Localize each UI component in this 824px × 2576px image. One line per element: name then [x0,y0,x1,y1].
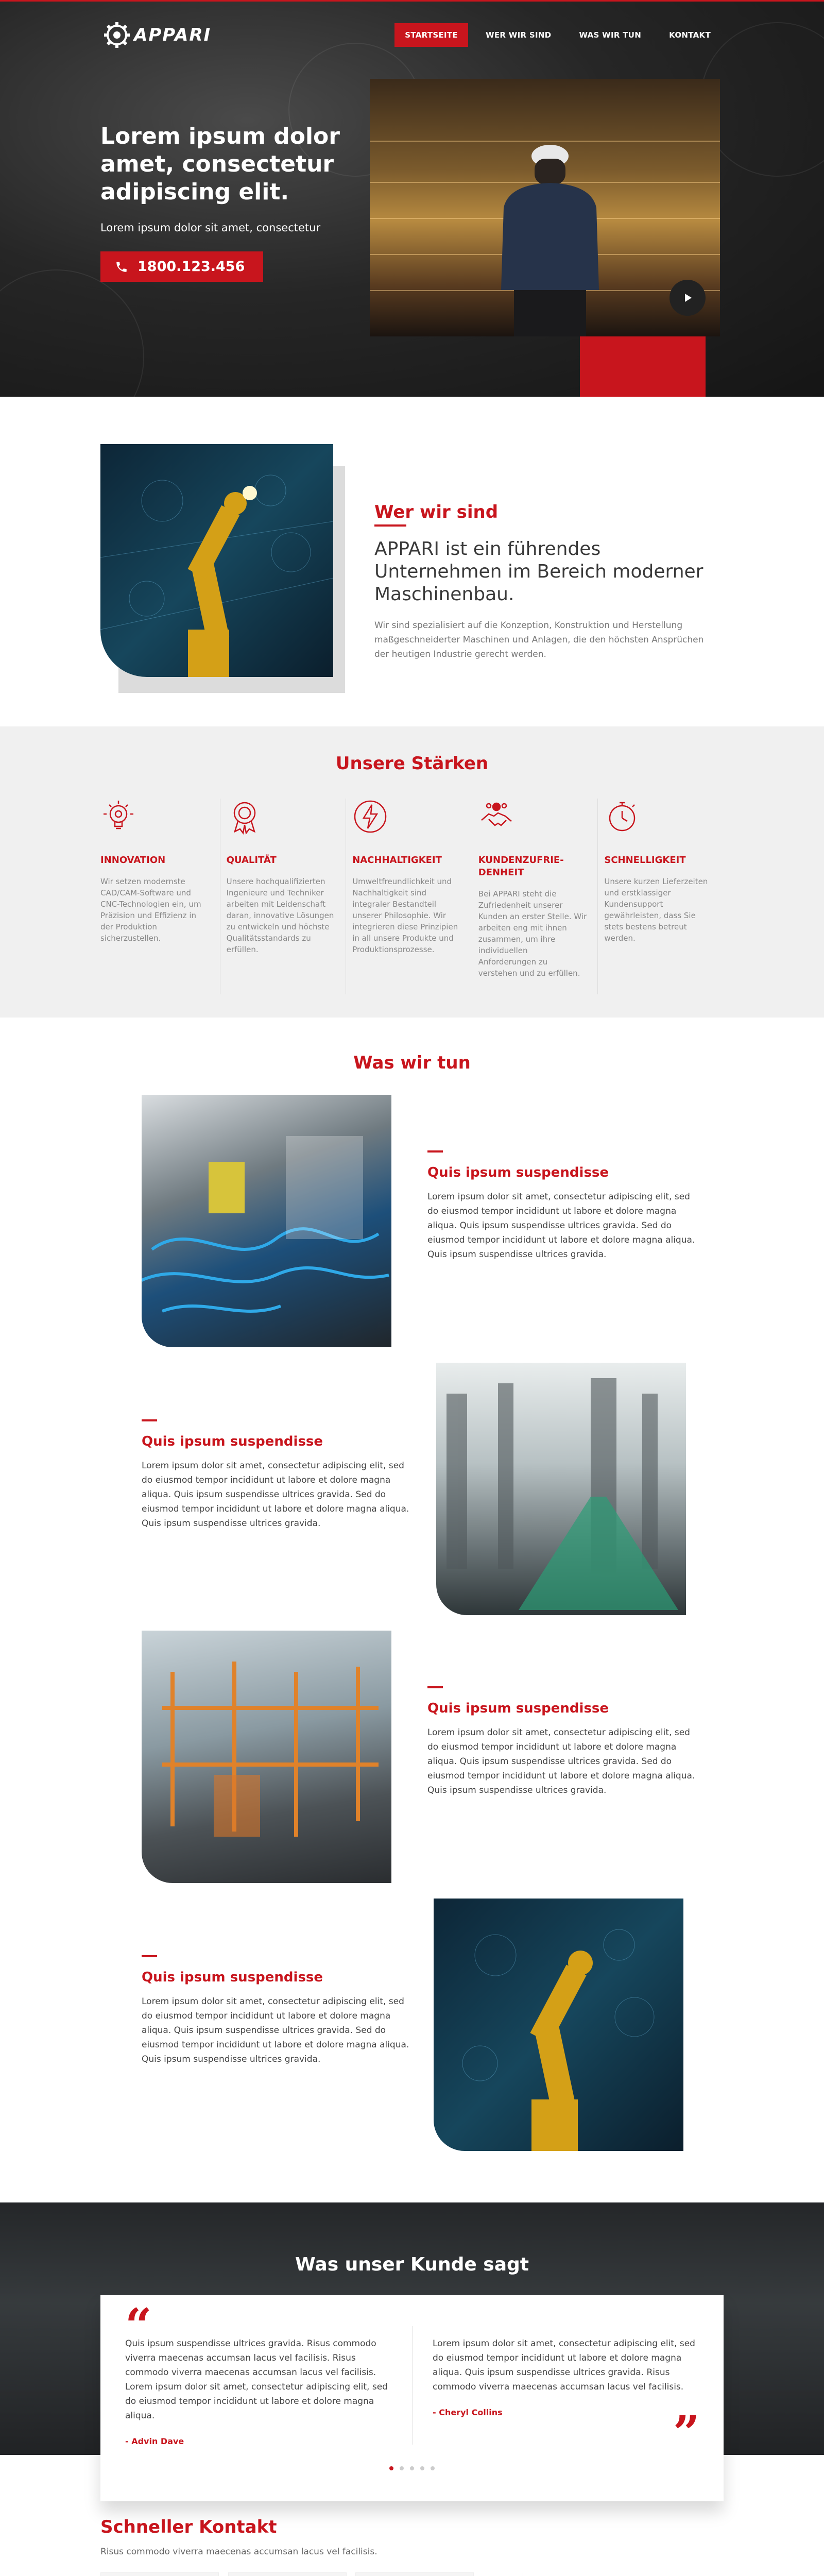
service-image-production-line [436,1363,686,1615]
carousel-dot[interactable] [410,2466,414,2470]
service-title: Quis ipsum suspendisse [142,1434,323,1449]
service-item [142,1631,724,1883]
testimonial-divider [412,2326,413,2445]
strength-title: NACHHALTIGKEIT [352,855,442,866]
quote-open-icon: “ [125,2298,152,2353]
strength-item [100,799,220,994]
lightning-icon [352,799,388,835]
service-text [427,1150,695,1262]
about-text [374,502,719,662]
hero-phone-number: 1800.123.456 [138,259,245,275]
title-dash [427,1150,443,1153]
gear-logo-icon [103,21,131,49]
testimonial-text: Quis ipsum suspendisse ultrices gravida. Risus commodo viverra maecenas accumsan lacus vel facilisis. Risus commodo viverra maecenas accumsan lacus vel facilisis. Lorem ipsum dolor sit amet, consectetur adipiscing elit, sed do eiusmod tempor incididunt ut labore et dolore magna aliqua. [125,2338,388,2421]
testimonials-card [100,2295,724,2501]
carousel-dot[interactable] [400,2466,404,2470]
strength-item [346,799,472,994]
testimonial-author: - Advin Dave [125,2436,184,2446]
contact-subtitle: Risus commodo viverra maecenas accumsan lacus vel facilisis. [100,2547,377,2557]
strengths-title: Unsere Stärken [335,753,489,774]
top-nav [0,2,824,69]
award-icon [227,799,263,835]
service-title: Quis ipsum suspendisse [427,1165,609,1180]
strength-title: SCHNELLIGKEIT [604,855,686,866]
strength-text: Unsere hochqualifizierten Ingenieure und Techniker arbeiten mit Leidenschaft daran, innovative Lösungen zu entwickeln und höchste Qualitätsstandards zu erfüllen. [226,877,334,954]
hero-phone-button[interactable] [100,251,263,282]
nav-item-startseite[interactable]: STARTSEITE [394,23,468,47]
phone-icon [115,260,128,274]
robot-arm-illustration [100,444,333,677]
gear-decoration [0,269,144,397]
testimonial-text: Lorem ipsum dolor sit amet, consectetur adipiscing elit, sed do eiusmod tempor incididunt ut labore et dolore magna aliqua. Quis ipsum suspendisse ultrices gravida. Risus commodo viverra maecenas accumsan lacus vel facilisis. [433,2338,695,2392]
title-dash [427,1686,443,1688]
hero-image-factory-worker [370,79,720,336]
service-image-robot-cell [142,1631,391,1883]
carousel-dot[interactable] [431,2466,435,2470]
strength-text: Bei APPARI steht die Zufriedenheit unserer Kunden an erster Stelle. Wir arbeiten eng mit ihnen zusammen, um ihre individuellen Anforderungen zu verstehen und zu erfüllen. [478,889,587,978]
quote-close-icon: ” [673,2405,700,2460]
strengths-section [0,726,824,1018]
testimonial-author: - Cheryl Collins [433,2408,503,2417]
service-title: Quis ipsum suspendisse [142,1970,323,1985]
logo-text: APPARI [134,25,212,45]
testimonials-section [0,2202,824,2517]
strengths-list [100,799,724,994]
main-menu [394,23,721,47]
service-image-machinery-blue-tubes [142,1095,391,1347]
handshake-icon [478,799,514,835]
service-description: Lorem ipsum dolor sit amet, consectetur adipiscing elit, sed do eiusmod tempor incididunt ut labore et dolore magna aliqua. Quis ipsum suspendisse ultrices gravida. Sed do eiusmod tempor incididunt ut labore et dolore magna aliqua. Quis ipsum suspendisse ultrices gravida. [427,1192,695,1260]
service-description: Lorem ipsum dolor sit amet, consectetur adipiscing elit, sed do eiusmod tempor incididunt ut labore et dolore magna aliqua. Quis ipsum suspendisse ultrices gravida. Sed do eiusmod tempor incididunt ut labore et dolore magna aliqua. Quis ipsum suspendisse ultrices gravida. [142,1996,409,2064]
phone-input[interactable] [355,2572,474,2576]
about-image-robot-arm [100,444,333,677]
service-item [142,1899,724,2151]
service-title: Quis ipsum suspendisse [427,1701,609,1716]
service-item [142,1095,724,1347]
service-description: Lorem ipsum dolor sit amet, consectetur adipiscing elit, sed do eiusmod tempor incididunt ut labore et dolore magna aliqua. Quis ipsum suspendisse ultrices gravida. Sed do eiusmod tempor incididunt ut labore et dolore magna aliqua. Quis ipsum suspendisse ultrices gravida. [427,1727,695,1795]
email-input[interactable] [228,2572,347,2576]
strength-text: Umweltfreundlichkeit und Nachhaltigkeit sind integraler Bestandteil unserer Philosophie. Wir integrieren diese Prinzipien in all unsere Produkte und Produktionsprozesse. [352,877,458,954]
testimonial-item [433,2336,706,2420]
strength-item [220,799,346,994]
services-section [0,1018,824,2202]
carousel-dot[interactable] [389,2466,393,2470]
lightbulb-icon [100,799,136,835]
service-text [142,1419,409,1531]
hero-text [100,123,368,282]
video-play-button[interactable] [670,280,706,316]
service-text [142,1955,409,2066]
about-label: Wer wir sind [374,502,719,522]
about-description: Wir sind spezialisiert auf die Konzeption, Konstruktion und Herstellung maßgeschneiderter Maschinen und Anlagen, die den höchsten Ansprüchen der heutigen Industrie gerecht werden. [374,620,704,659]
nav-item-was-wir-tun[interactable]: WAS WIR TUN [579,30,642,40]
service-item [142,1363,724,1615]
play-icon [681,292,694,304]
testimonials-title: Was unser Kunde sagt [295,2254,529,2275]
stopwatch-icon [604,799,640,835]
contact-section [0,2517,824,2576]
strength-title: KUNDENZUFRIE-DENHEIT [478,855,564,878]
hero-title: Lorem ipsum dolor amet, consectetur adipiscing elit. [100,123,340,205]
title-dash [142,1419,157,1421]
services-title: Was wir tun [353,1053,471,1073]
nav-item-kontakt[interactable]: KONTAKT [669,30,711,40]
strength-item [472,799,598,994]
hero-subtitle: Lorem ipsum dolor sit amet, consectetur [100,222,321,234]
about-heading: APPARI ist ein führendes Unternehmen im Bereich moderner Maschinenbau. [374,538,703,605]
testimonial-item [125,2336,398,2449]
worker-silhouette [493,135,607,336]
service-image-robot-arm [434,1899,683,2151]
carousel-dot[interactable] [420,2466,424,2470]
carousel-dots [100,2466,724,2470]
strength-text: Unsere kurzen Lieferzeiten und erstklassiger Kundensupport gewährleisten, dass Sie stets bestens betreut werden. [604,877,708,943]
strength-text: Wir setzen modernste CAD/CAM-Software und CNC-Technologien ein, um Präzision und Effizienz in der Produktion sicherzustellen. [100,877,201,943]
contact-title: Schneller Kontakt [100,2517,277,2537]
strength-item [597,799,724,994]
strength-title: QUALITÄT [226,855,277,866]
name-input[interactable] [100,2572,219,2576]
hero-section [0,0,824,397]
service-description: Lorem ipsum dolor sit amet, consectetur adipiscing elit, sed do eiusmod tempor incididunt ut labore et dolore magna aliqua. Quis ipsum suspendisse ultrices gravida. Sed do eiusmod tempor incididunt ut labore et dolore magna aliqua. Quis ipsum suspendisse ultrices gravida. [142,1461,409,1529]
about-section [0,397,824,726]
title-dash [142,1955,157,1957]
service-text [427,1686,695,1798]
hero-red-block [580,331,706,397]
strength-title: INNOVATION [100,855,166,866]
nav-item-wer-wir-sind[interactable]: WER WIR SIND [485,30,552,40]
site-logo[interactable] [103,21,211,49]
